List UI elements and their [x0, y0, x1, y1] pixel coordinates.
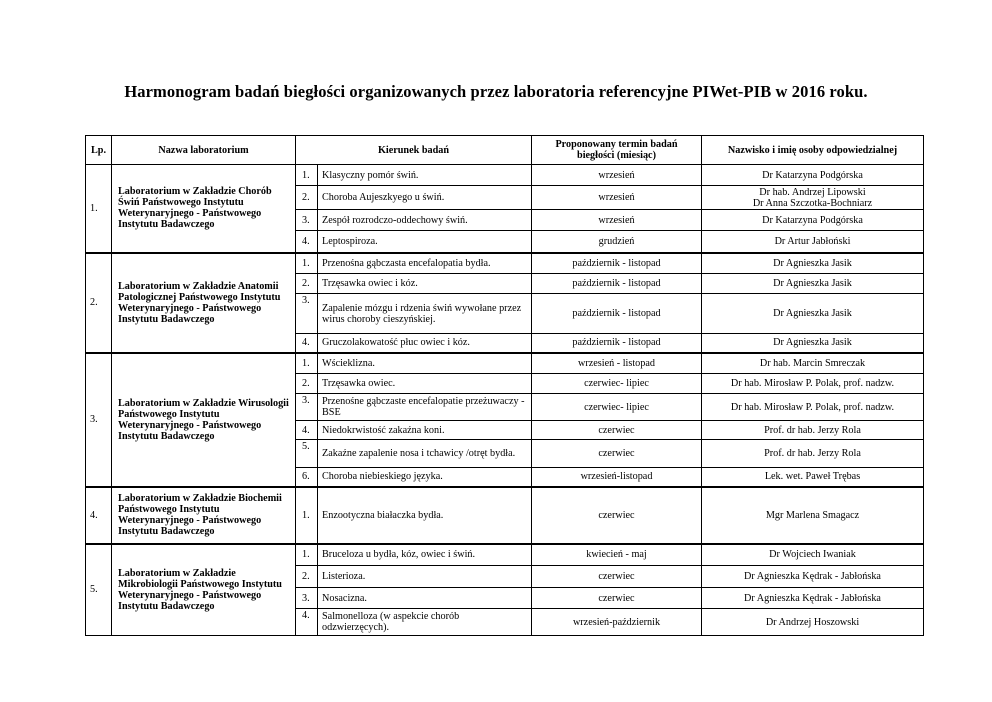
header-direction: Kierunek badań	[296, 136, 532, 165]
direction-cell: Salmonelloza (w aspekcie chorób odzwierzęcych).	[318, 609, 532, 636]
group-number: 3.	[86, 353, 112, 487]
term-cell: czerwiec	[532, 588, 702, 609]
row-number: 1.	[296, 487, 318, 544]
lab-name: Laboratorium w Zakładzie Mikrobiologii Państwowego Instytutu Weterynaryjnego - Państwowego Instytutu Badawczego	[112, 544, 296, 636]
row-number: 2.	[296, 186, 318, 210]
person-cell: Dr hab. Marcin Smreczak	[702, 353, 924, 374]
lab-name: Laboratorium w Zakładzie Chorób Świń Państwowego Instytutu Weterynaryjnego - Państwowego Instytutu Badawczego	[112, 165, 296, 253]
person-cell: Lek. wet. Paweł Trębas	[702, 468, 924, 487]
header-person: Nazwisko i imię osoby odpowiedzialnej	[702, 136, 924, 165]
table-row	[86, 544, 924, 566]
term-cell: czerwiec	[532, 421, 702, 440]
direction-cell: Choroba Aujeszkyego u świń.	[318, 186, 532, 210]
row-number: 3.	[296, 394, 318, 421]
term-cell: wrzesień-październik	[532, 609, 702, 636]
direction-cell: Bruceloza u bydła, kóz, owiec i świń.	[318, 544, 532, 566]
row-number: 4.	[296, 421, 318, 440]
person-cell: Dr Andrzej Hoszowski	[702, 609, 924, 636]
direction-cell: Enzootyczna białaczka bydła.	[318, 487, 532, 544]
lab-name: Laboratorium w Zakładzie Biochemii Państwowego Instytutu Weterynaryjnego - Państwowego Instytutu Badawczego	[112, 487, 296, 544]
person-cell: Prof. dr hab. Jerzy Rola	[702, 421, 924, 440]
term-cell: czerwiec	[532, 440, 702, 468]
direction-cell: Zapalenie mózgu i rdzenia świń wywołane przez wirus choroby cieszyńskiej.	[318, 294, 532, 334]
row-number: 3.	[296, 210, 318, 231]
direction-cell: Przenośna gąbczasta encefalopatia bydła.	[318, 253, 532, 274]
group-number: 5.	[86, 544, 112, 636]
direction-cell: Wścieklizna.	[318, 353, 532, 374]
row-number: 6.	[296, 468, 318, 487]
row-number: 4.	[296, 609, 318, 636]
direction-cell: Przenośne gąbczaste encefalopatie przeżuwaczy - BSE	[318, 394, 532, 421]
direction-cell: Trzęsawka owiec.	[318, 374, 532, 394]
row-number: 5.	[296, 440, 318, 468]
term-cell: wrzesień - listopad	[532, 353, 702, 374]
direction-cell: Niedokrwistość zakaźna koni.	[318, 421, 532, 440]
row-number: 1.	[296, 353, 318, 374]
row-number: 2.	[296, 274, 318, 294]
term-cell: czerwiec	[532, 566, 702, 588]
direction-cell: Listerioza.	[318, 566, 532, 588]
direction-cell: Gruczolakowatość płuc owiec i kóz.	[318, 334, 532, 353]
person-cell: Dr Agnieszka Jasik	[702, 253, 924, 274]
person-cell: Dr Katarzyna Podgórska	[702, 165, 924, 186]
person-cell: Dr Agnieszka Jasik	[702, 274, 924, 294]
term-cell: wrzesień-listopad	[532, 468, 702, 487]
row-number: 1.	[296, 253, 318, 274]
proficiency-schedule-table	[85, 135, 924, 636]
table-row	[86, 165, 924, 186]
row-number: 4.	[296, 334, 318, 353]
term-cell: czerwiec	[532, 487, 702, 544]
term-cell: październik - listopad	[532, 253, 702, 274]
group-number: 1.	[86, 165, 112, 253]
person-cell: Dr Agnieszka Kędrak - Jabłońska	[702, 566, 924, 588]
header-row	[86, 136, 924, 165]
lab-name: Laboratorium w Zakładzie Anatomii Patologicznej Państwowego Instytutu Weterynaryjnego - Państwowego Instytutu Badawczego	[112, 253, 296, 353]
direction-cell: Nosacizna.	[318, 588, 532, 609]
header-lp: Lp.	[86, 136, 112, 165]
direction-cell: Zakaźne zapalenie nosa i tchawicy /otręt bydła.	[318, 440, 532, 468]
person-cell: Dr Agnieszka Jasik	[702, 294, 924, 334]
direction-cell: Trzęsawka owiec i kóz.	[318, 274, 532, 294]
term-cell: październik - listopad	[532, 274, 702, 294]
direction-cell: Choroba niebieskiego języka.	[318, 468, 532, 487]
table-row	[86, 253, 924, 274]
person-line: Dr hab. Andrzej Lipowski	[759, 186, 866, 198]
row-number: 4.	[296, 231, 318, 253]
person-cell: Dr Katarzyna Podgórska	[702, 210, 924, 231]
person-cell: Dr hab. Mirosław P. Polak, prof. nadzw.	[702, 374, 924, 394]
table-row	[86, 487, 924, 544]
lab-name: Laboratorium w Zakładzie Wirusologii Państwowego Instytutu Weterynaryjnego - Państwowego Instytutu Badawczego	[112, 353, 296, 487]
group-number: 2.	[86, 253, 112, 353]
row-number: 2.	[296, 566, 318, 588]
group-number: 4.	[86, 487, 112, 544]
direction-cell: Klasyczny pomór świń.	[318, 165, 532, 186]
term-cell: wrzesień	[532, 165, 702, 186]
row-number: 3.	[296, 588, 318, 609]
person-cell: Dr Agnieszka Jasik	[702, 334, 924, 353]
row-number: 2.	[296, 374, 318, 394]
header-lab: Nazwa laboratorium	[112, 136, 296, 165]
term-cell: wrzesień	[532, 210, 702, 231]
term-cell: grudzień	[532, 231, 702, 253]
term-cell: kwiecień - maj	[532, 544, 702, 566]
person-cell: Dr Agnieszka Kędrak - Jabłońska	[702, 588, 924, 609]
direction-cell: Zespół rozrodczo-oddechowy świń.	[318, 210, 532, 231]
person-cell: Dr Wojciech Iwaniak	[702, 544, 924, 566]
term-cell: wrzesień	[532, 186, 702, 210]
person-cell: Prof. dr hab. Jerzy Rola	[702, 440, 924, 468]
direction-cell: Leptospiroza.	[318, 231, 532, 253]
person-cell: Mgr Marlena Smagacz	[702, 487, 924, 544]
term-cell: czerwiec- lipiec	[532, 394, 702, 421]
term-cell: czerwiec- lipiec	[532, 374, 702, 394]
person-cell	[702, 186, 924, 210]
row-number: 1.	[296, 544, 318, 566]
term-cell: październik - listopad	[532, 294, 702, 334]
row-number: 3.	[296, 294, 318, 334]
document-title: Harmonogram badań biegłości organizowanych przez laboratoria referencyjne PIWet-PIB w 2016 roku.	[124, 82, 868, 101]
person-cell: Dr hab. Mirosław P. Polak, prof. nadzw.	[702, 394, 924, 421]
term-cell: październik - listopad	[532, 334, 702, 353]
person-cell: Dr Artur Jabłoński	[702, 231, 924, 253]
table-row	[86, 353, 924, 374]
person-line: Dr Anna Szczotka-Bochniarz	[752, 197, 873, 209]
row-number: 1.	[296, 165, 318, 186]
header-term: Proponowany termin badań biegłości (miesiąc)	[532, 136, 702, 165]
